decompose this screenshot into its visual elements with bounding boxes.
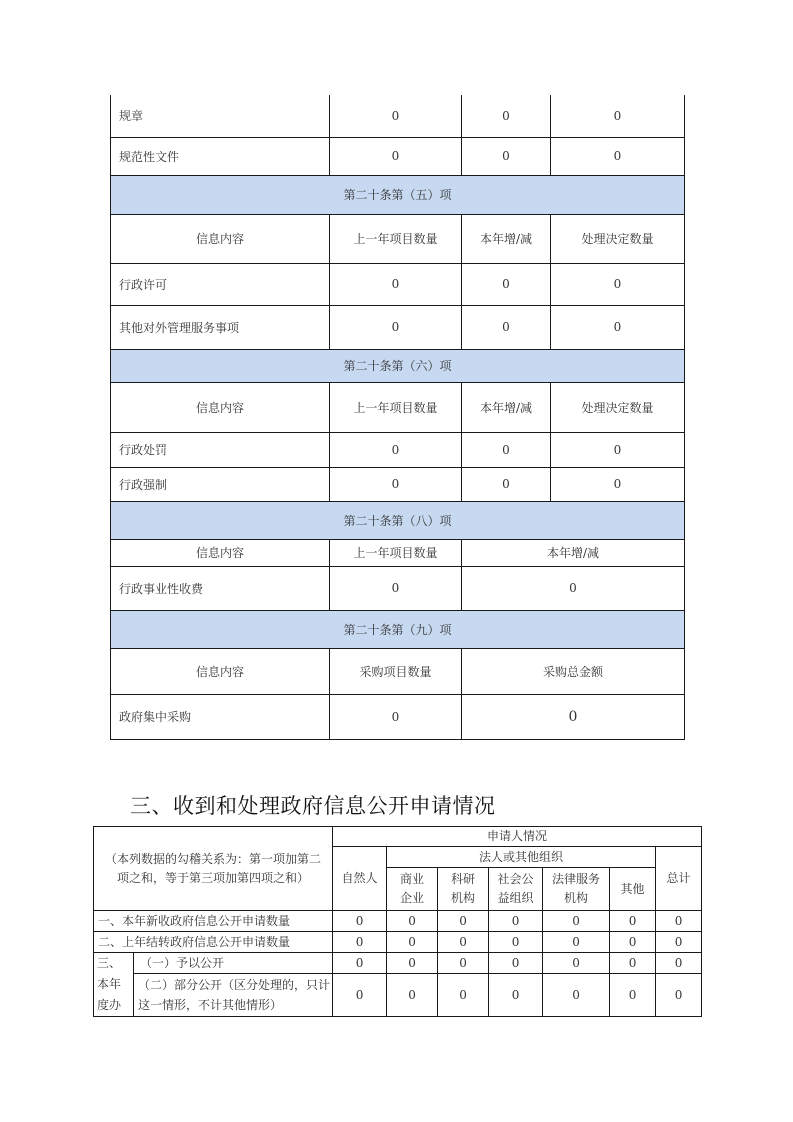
column-header: 信息内容 xyxy=(111,382,330,432)
cell-value: 0 xyxy=(333,953,387,974)
org-type-header: 商业企业 xyxy=(387,868,438,911)
applicant-header: 申请人情况 xyxy=(333,827,702,847)
total-header: 总计 xyxy=(656,847,702,911)
column-header: 处理决定数量 xyxy=(551,214,685,263)
cell-value: 0 xyxy=(610,974,656,1017)
table-row xyxy=(111,566,685,610)
cell-value: 0 xyxy=(330,432,462,467)
cell-value: 0 xyxy=(543,974,610,1017)
section-header-row xyxy=(111,501,685,539)
row-label: 行政强制 xyxy=(111,467,330,501)
table-row xyxy=(111,305,685,349)
cell-value: 0 xyxy=(462,467,551,501)
row-label: （二）部分公开（区分处理的，只计这一情形，不计其他情形） xyxy=(134,974,333,1017)
cell-value: 0 xyxy=(462,694,685,739)
cell-value: 0 xyxy=(489,911,543,932)
header-row xyxy=(111,648,685,694)
disclosure-table xyxy=(110,95,685,740)
cell-value: 0 xyxy=(462,263,551,305)
header-row xyxy=(111,539,685,566)
column-header: 本年增/减 xyxy=(462,214,551,263)
table-row xyxy=(111,263,685,305)
column-header: 上一年项目数量 xyxy=(330,539,462,566)
cell-value: 0 xyxy=(462,432,551,467)
cell-value: 0 xyxy=(543,911,610,932)
section-title: 第二十条第（六）项 xyxy=(111,349,685,382)
table-row xyxy=(94,932,702,953)
table-row xyxy=(111,694,685,739)
table-row xyxy=(111,467,685,501)
cell-value: 0 xyxy=(489,974,543,1017)
group-label: 三、本年度办 xyxy=(94,953,134,1017)
cell-value: 0 xyxy=(551,137,685,175)
cell-value: 0 xyxy=(330,467,462,501)
table-row xyxy=(94,953,702,974)
header-row xyxy=(111,382,685,432)
cell-value: 0 xyxy=(551,305,685,349)
cell-value: 0 xyxy=(333,911,387,932)
cell-value: 0 xyxy=(387,974,438,1017)
table-row xyxy=(111,95,685,137)
section-title: 第二十条第（九）项 xyxy=(111,610,685,648)
cell-value: 0 xyxy=(462,566,685,610)
cell-value: 0 xyxy=(610,932,656,953)
cell-value: 0 xyxy=(462,305,551,349)
row-label: 其他对外管理服务事项 xyxy=(111,305,330,349)
cell-value: 0 xyxy=(387,953,438,974)
section-header-row xyxy=(111,349,685,382)
org-type-header: 法律服务机构 xyxy=(543,868,610,911)
cell-value: 0 xyxy=(489,932,543,953)
cell-value: 0 xyxy=(387,911,438,932)
column-header: 信息内容 xyxy=(111,648,330,694)
cell-value: 0 xyxy=(438,974,489,1017)
cell-value: 0 xyxy=(333,932,387,953)
column-header: 采购总金额 xyxy=(462,648,685,694)
cell-value: 0 xyxy=(330,137,462,175)
cell-value: 0 xyxy=(438,932,489,953)
column-header: 上一年项目数量 xyxy=(330,382,462,432)
cell-value: 0 xyxy=(330,694,462,739)
cell-value: 0 xyxy=(543,953,610,974)
cell-value: 0 xyxy=(333,974,387,1017)
cell-value: 0 xyxy=(551,467,685,501)
cell-value: 0 xyxy=(610,953,656,974)
header-row xyxy=(111,214,685,263)
org-type-header: 其他 xyxy=(610,868,656,911)
column-header: 上一年项目数量 xyxy=(330,214,462,263)
row-label: 一、本年新收政府信息公开申请数量 xyxy=(94,911,333,932)
cell-value: 0 xyxy=(543,932,610,953)
column-header: 处理决定数量 xyxy=(551,382,685,432)
cell-value: 0 xyxy=(438,911,489,932)
cell-value: 0 xyxy=(610,911,656,932)
org-type-header: 科研机构 xyxy=(438,868,489,911)
section-title: 第二十条第（八）项 xyxy=(111,501,685,539)
section-heading: 三、收到和处理政府信息公开申请情况 xyxy=(130,794,496,818)
row-label: 规范性文件 xyxy=(111,137,330,175)
legal-group-header: 法人或其他组织 xyxy=(387,847,656,868)
cell-value: 0 xyxy=(489,953,543,974)
row-label: 二、上年结转政府信息公开申请数量 xyxy=(94,932,333,953)
cell-value: 0 xyxy=(330,566,462,610)
cell-value: 0 xyxy=(551,432,685,467)
cell-value: 0 xyxy=(438,953,489,974)
column-header: 本年增/减 xyxy=(462,539,685,566)
row-label: 行政许可 xyxy=(111,263,330,305)
cell-value: 0 xyxy=(551,95,685,137)
column-header: 采购项目数量 xyxy=(330,648,462,694)
column-header: 本年增/减 xyxy=(462,382,551,432)
note-cell: （本列数据的勾稽关系为：第一项加第二项之和，等于第三项加第四项之和） xyxy=(94,827,333,911)
natural-person-header: 自然人 xyxy=(333,847,387,911)
cell-value: 0 xyxy=(462,137,551,175)
cell-value: 0 xyxy=(330,263,462,305)
org-type-header: 社会公益组织 xyxy=(489,868,543,911)
row-label: 政府集中采购 xyxy=(111,694,330,739)
row-label: 规章 xyxy=(111,95,330,137)
cell-value: 0 xyxy=(656,974,702,1017)
cell-value: 0 xyxy=(656,953,702,974)
row-label: （一）予以公开 xyxy=(134,953,333,974)
cell-value: 0 xyxy=(656,911,702,932)
cell-value: 0 xyxy=(330,305,462,349)
table-row xyxy=(111,432,685,467)
table-row xyxy=(94,974,702,1017)
column-header: 信息内容 xyxy=(111,214,330,263)
application-table xyxy=(93,826,702,1017)
table-row xyxy=(94,911,702,932)
cell-value: 0 xyxy=(462,95,551,137)
table-row xyxy=(111,137,685,175)
section-title: 第二十条第（五）项 xyxy=(111,175,685,214)
section-header-row xyxy=(111,175,685,214)
column-header: 信息内容 xyxy=(111,539,330,566)
cell-value: 0 xyxy=(656,932,702,953)
row-label: 行政处罚 xyxy=(111,432,330,467)
cell-value: 0 xyxy=(330,95,462,137)
row-label: 行政事业性收费 xyxy=(111,566,330,610)
cell-value: 0 xyxy=(387,932,438,953)
cell-value: 0 xyxy=(551,263,685,305)
section-header-row xyxy=(111,610,685,648)
